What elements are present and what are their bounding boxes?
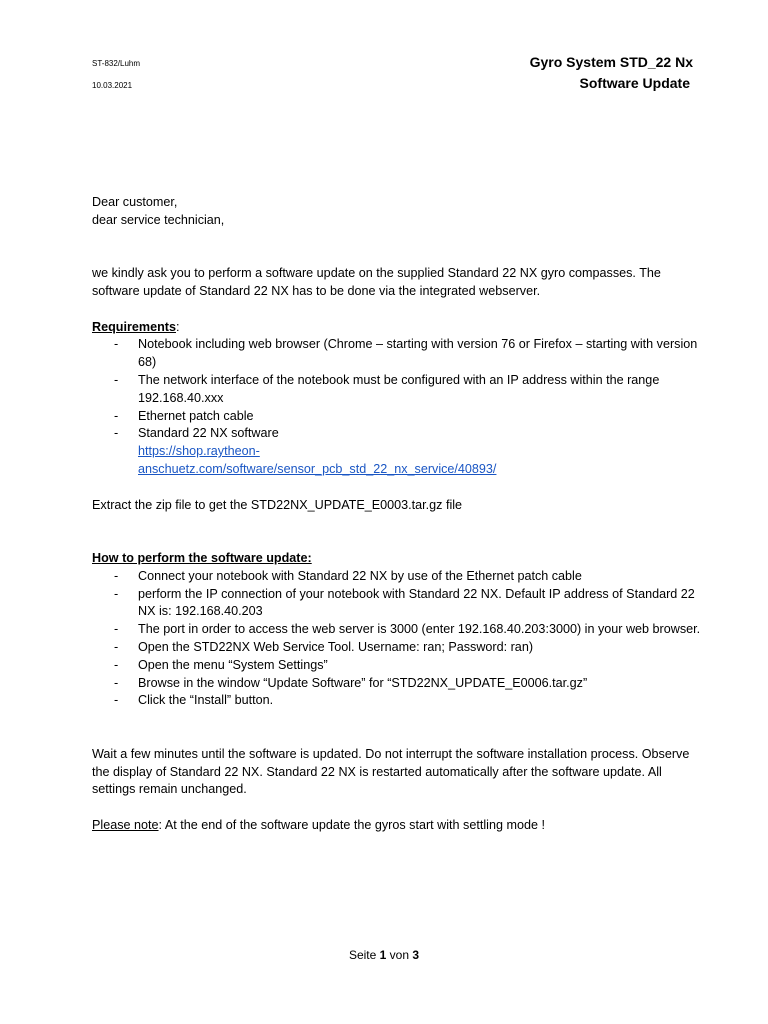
document-reference: ST-832/Luhm [92,59,141,68]
dash-bullet: - [114,586,119,601]
dash-bullet: - [114,693,119,708]
dash-bullet: - [114,568,119,583]
list-item [92,692,702,710]
dash-bullet: - [114,639,119,654]
list-item-text: Ethernet patch cable [138,408,254,423]
dash-bullet: - [114,675,119,690]
note-paragraph [92,817,702,835]
greeting-line-1: Dear customer, [92,195,178,209]
list-item-text: The network interface of the notebook must be configured with an IP address within the range 192.168.40.xxx [138,372,660,405]
dash-bullet: - [114,337,119,352]
footer-middle: von [386,948,413,962]
note-text: : At the end of the software update the gyros start with settling mode ! [158,817,545,832]
list-item [92,425,702,478]
page-footer [0,948,768,962]
list-item [92,621,702,639]
requirements-list [92,336,702,478]
spacer [92,301,702,319]
spacer [92,799,702,817]
document-date: 10.03.2021 [92,81,133,90]
dash-bullet: - [114,622,119,637]
footer-page-total: 3 [412,948,420,962]
greeting-line-2: dear service technician, [92,212,225,227]
document-subtitle: Software Update [579,75,690,91]
howto-heading [92,550,702,568]
wait-paragraph: Wait a few minutes until the software is updated. Do not interrupt the software installation process. Observe the display of Standard 22 NX. Standard 22 NX is restarted automatically after the software update. All settings remain unchanged. [92,746,690,797]
list-item-text: Click the “Install” button. [138,693,274,708]
spacer [92,710,702,746]
software-download-link[interactable]: https://shop.raytheon- anschuetz.com/software/sensor_pcb_std_22_nx_service/40893/ [138,444,497,476]
list-item [92,586,702,622]
list-item-text: Connect your notebook with Standard 22 NX by use of the Ethernet patch cable [138,568,582,583]
footer-prefix: Seite [348,948,380,962]
list-item [92,639,702,657]
dash-bullet: - [114,408,119,423]
list-item [92,568,702,586]
note-label: Please note [92,817,159,832]
list-item [92,675,702,693]
list-item-text: perform the IP connection of your notebook with Standard 22 NX. Default IP address of Standard 22 NX is: 192.168.40.203 [138,586,695,619]
list-item [92,336,702,372]
list-item-text: Open the menu “System Settings” [138,657,328,672]
dash-bullet: - [114,657,119,672]
document-title: Gyro System STD_22 Nx [529,54,693,70]
howto-heading-text: How to perform the software update: [92,550,312,565]
howto-steps-list [92,568,702,710]
requirements-colon: : [175,319,180,334]
list-item-text: Notebook including web browser (Chrome – starting with version 76 or Firefox – starting with version 68) [138,337,698,370]
spacer [92,479,702,497]
extract-instruction: Extract the zip file to get the STD22NX_UPDATE_E0003.tar.gz file [92,497,463,512]
dash-bullet: - [114,372,119,387]
requirements-heading-text: Requirements [92,319,176,334]
list-item [92,657,702,675]
requirements-heading [92,319,702,337]
letter-body [92,194,702,835]
list-item [92,408,702,426]
list-item-text: The port in order to access the web server is 3000 (enter 192.168.40.203:3000) in your web browser. [138,622,701,637]
spacer [92,230,702,266]
list-item-text: Open the STD22NX Web Service Tool. Username: ran; Password: ran) [138,639,534,654]
spacer [92,514,702,550]
dash-bullet: - [114,426,119,441]
list-item-text: Standard 22 NX software [138,426,279,441]
intro-paragraph: we kindly ask you to perform a software update on the supplied Standard 22 NX gyro compasses. The software update of Standard 22 NX has to be done via the integrated webserver. [92,266,661,298]
list-item [92,372,702,408]
footer-page-number: 1 [379,948,387,962]
list-item-text: Browse in the window “Update Software” for “STD22NX_UPDATE_E0006.tar.gz” [138,675,588,690]
